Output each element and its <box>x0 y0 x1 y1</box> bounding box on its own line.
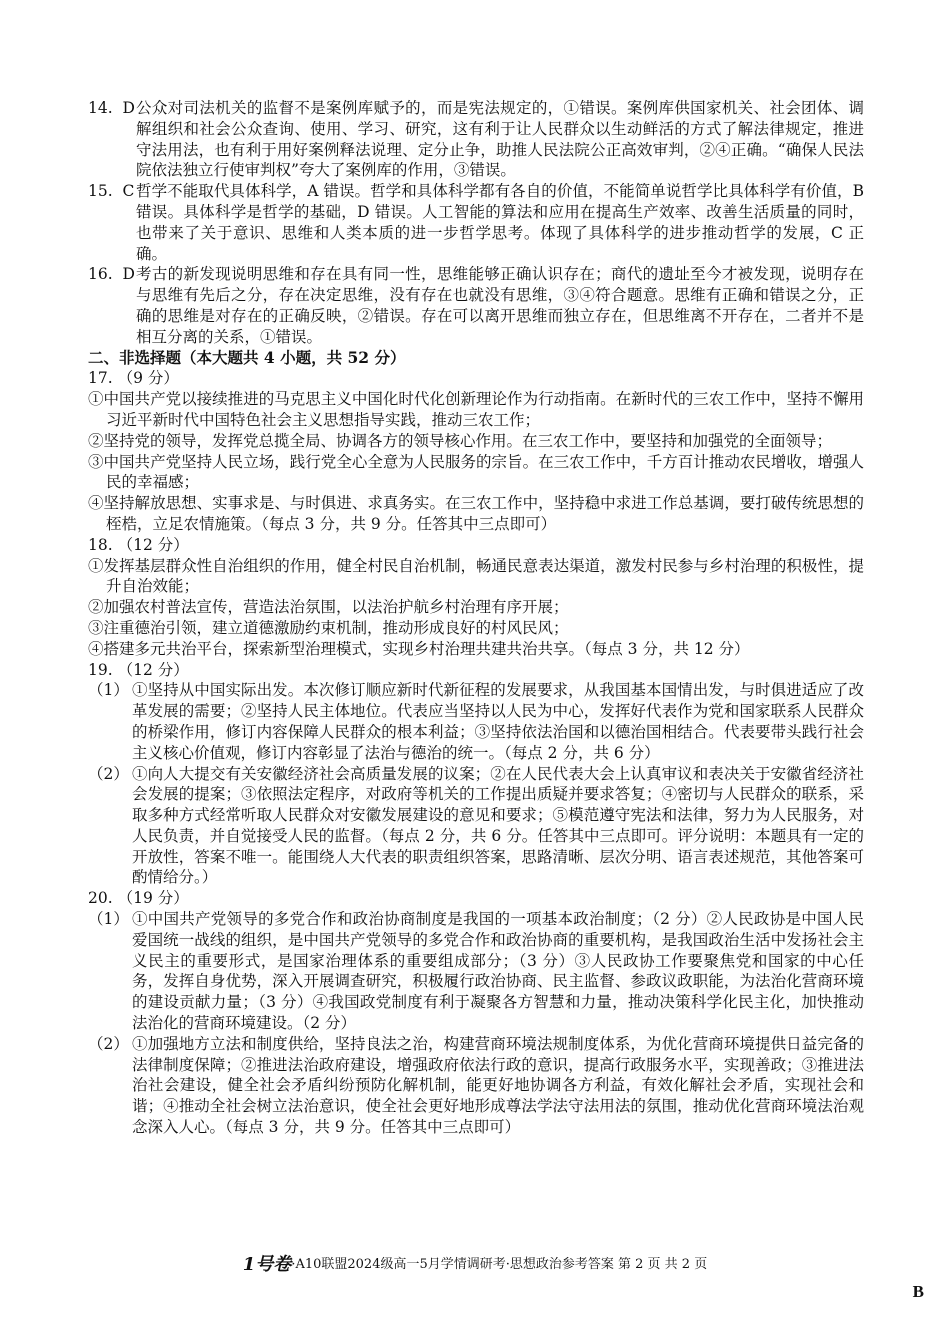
question-explanation: 考古的新发现说明思维和存在具有同一性，思维能够正确认识存在；商代的遗址至今才被发现，说明存在与思维有先后之分，存在决定思维，没有存在也就没有思维，③④符合题意。思维有正确和错误之分，正确的思维是对存在的正确反映，②错误。存在可以离开思维而独立存在，但思维离不开存在，二者并不是相互分离的关系，①错误。 <box>136 265 864 346</box>
answer-point: ①中国共产党以接续推进的马克思主义中国化时代化创新理论作为行动指南。在新时代的三农工作中，坚持不懈用习近平新时代中国特色社会主义思想指导实践，推动三农工作； <box>88 390 864 429</box>
answer-point: ④坚持解放思想、实事求是、与时俱进、求真务实。在三农工作中，坚持稳中求进工作总基调，要打破传统思想的桎梏，立足农情施策。（每点 3 分，共 9 分。任答其中三点即可） <box>88 494 864 533</box>
question-explanation: 公众对司法机关的监督不是案例库赋予的，而是宪法规定的，①错误。案例库供国家机关、社会团体、调解组织和社会公众查询、使用、学习、研究，这有利于让人民群众以生动鲜活的方式了解法律规定，推进守法用法，也有利于用好案例释法说理、定分止争，助推人民法院公正高效审判，②④正确。“确保人民法院依法独立行使审判权”夸大了案例库的作用，③错误。 <box>136 99 864 180</box>
answer-point: ③中国共产党坚持人民立场，践行党全心全意为人民服务的宗旨。在三农工作中，千方百计推动农民增收，增强人民的幸福感； <box>88 452 864 492</box>
section-title: 二、非选择题（本大题共 4 小题，共 52 分） <box>88 347 406 367</box>
part-label: （1） <box>88 910 129 929</box>
question-15 <box>88 181 864 264</box>
answer-point: ②加强农村普法宣传，营造法治氛围，以法治护航乡村治理有序开展； <box>88 598 569 617</box>
part-label: （2） <box>88 1034 129 1053</box>
brand-logo: 1号卷 <box>242 1254 292 1275</box>
question-explanation: 哲学不能取代具体科学，A 错误。哲学和具体科学都有各自的价值，不能简单说哲学比具体科学有价值，B 错误。具体科学是哲学的基础，D 错误。人工智能的算法和应用在提高生产效率、改善生活质量的同时，也带来了关于意识、思维和人类本质的进一步哲学思考。体现了具体科学的进步推动哲学的发展，C 正确。 <box>136 182 864 263</box>
question-19-part-1 <box>88 680 864 763</box>
answer-point: ①发挥基层群众性自治组织的作用，健全村民自治机制，畅通民意表达渠道，激发村民参与乡村治理的积极性，提升自治效能； <box>88 556 864 596</box>
part-answer: ①坚持从中国实际出发。本次修订顺应新时代新征程的发展要求，从我国基本国情出发，与时俱进适应了改革发展的需要；②坚持人民主体地位。代表应当坚持以人民为中心，发挥好代表作为党和国家联系人民群众的桥梁作用，修订内容保障人民群众的根本利益；③坚持依法治国和以德治国相结合。代表要带头践行社会主义核心价值观，修订内容彰显了法治与德治的统一。（每点 2 分，共 6 分） <box>132 681 864 762</box>
question-number: 14. D <box>88 99 135 117</box>
question-17-head: 17. （9 分） <box>88 369 179 388</box>
question-18-head: 18. （12 分） <box>88 535 189 554</box>
question-20-part-1 <box>88 909 864 1034</box>
answer-page <box>88 98 864 1138</box>
part-label: （2） <box>88 764 129 783</box>
question-14 <box>88 98 864 181</box>
answer-point: ③注重德治引领，建立道德激励约束机制，推动形成良好的村风民风； <box>88 618 569 637</box>
question-19-head: 19. （12 分） <box>88 660 189 679</box>
question-20-part-2 <box>88 1034 864 1138</box>
question-20-head: 20. （19 分） <box>88 889 189 908</box>
answer-point: ②坚持党的领导，发挥党总揽全局、协调各方的领导核心作用。在三农工作中，要坚持和加强党的全面领导； <box>88 431 833 450</box>
page-footer <box>0 1250 950 1276</box>
version-mark: B <box>912 1282 924 1301</box>
part-answer: ①中国共产党领导的多党合作和政治协商制度是我国的一项基本政治制度；（2 分）②人民政协是中国人民爱国统一战线的组织，是中国共产党领导的多党合作和政治协商的重要机构，是我国政治生活中发扬社会主义民主的重要形式，是国家治理体系的重要组成部分；（3 分）③人民政协工作要聚焦党和国家的中心任务，发挥自身优势，深入开展调查研究，积极履行政治协商、民主监督、参政议政职能，为法治化营商环境的建设贡献力量；（3 分）④我国政党制度有利于凝聚各方智慧和力量，推动决策科学化民主化，加快推动法治化的营商环境建设。（2 分） <box>132 910 864 1033</box>
part-answer: ①向人大提交有关安徽经济社会高质量发展的议案；②在人民代表大会上认真审议和表决关于安徽省经济社会发展的提案；③依照法定程序，对政府等机关的工作提出质疑并要求答复；④密切与人民群众的联系，采取多种方式经常听取人民群众对安徽发展建设的意见和要求；⑤模范遵守宪法和法律，努力为人民服务，对人民负责，并自觉接受人民的监督。（每点 2 分，共 6 分。任答其中三点即可。评分说明：本题具有一定的开放性，答案不唯一。能围绕人大代表的职责组织答案，思路清晰、层次分明、语言表述规范，其他答案可酌情给分。） <box>132 764 864 887</box>
question-number: 16. D <box>88 265 135 284</box>
part-label: （1） <box>88 681 129 700</box>
footer-text: ·A10联盟2024级高一5月学情调研考·思想政治参考答案 第 2 页 共 2 页 <box>291 1257 708 1272</box>
question-16 <box>88 264 864 347</box>
answer-point: ④搭建多元共治平台，探索新型治理模式，实现乡村治理共建共治共享。（每点 3 分，共 12 分） <box>88 639 750 658</box>
part-answer: ①加强地方立法和制度供给，坚持良法之治，构建营商环境法规制度体系，为优化营商环境提供日益完备的法律制度保障；②推进法治政府建设，增强政府依法行政的意识，提高行政服务水平，实现善政；③推进法治社会建设，健全社会矛盾纠纷预防化解机制，能更好地协调各方利益，有效化解社会矛盾，实现社会和谐；④推动全社会树立法治意识，使全社会更好地形成尊法学法守法用法的氛围，推动优化营商环境法治观念深入人心。（每点 3 分，共 9 分。任答其中三点即可） <box>132 1034 864 1137</box>
question-number: 15. C <box>88 182 135 201</box>
question-19-part-2 <box>88 764 864 889</box>
